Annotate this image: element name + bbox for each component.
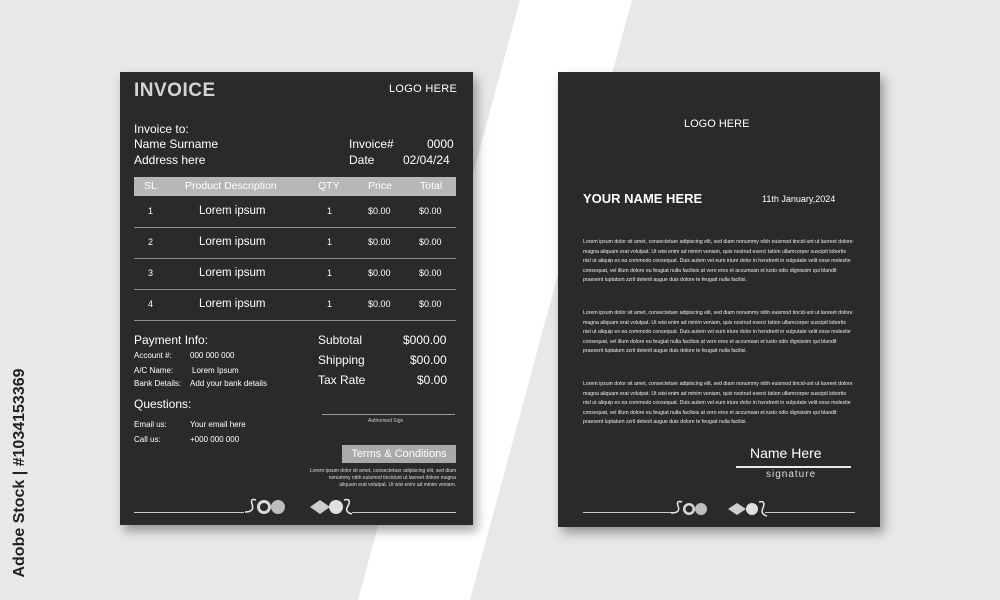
table-row (134, 259, 456, 290)
invoice-page (120, 72, 473, 525)
signature-line (736, 466, 851, 468)
row-sl: 2 (148, 237, 154, 247)
invoice-to-label: Invoice to: (134, 122, 189, 136)
bank-details-label: Bank Details: (134, 379, 182, 388)
subtotal-label: Subtotal (318, 333, 363, 347)
ornament-icon (668, 495, 768, 523)
col-sl: SL (144, 180, 157, 192)
ornament-line-right (352, 512, 456, 513)
table-row (134, 290, 456, 321)
row-total: $0.00 (419, 268, 442, 278)
ornament-line-left (583, 512, 673, 513)
row-description: Lorem ipsum (199, 267, 266, 279)
body-paragraph: Lorem ipsum dolor sit amet, consectetuer adipiscing elit, sed diam nonummy nibh euismod tincid-unt ut laoreet dolore magna aliquam erat volutpat. Ut wisi enim ad minim veniam, quis nostrud exerci tation ullamcorper suscipit lobortis nisl ut aliquip ex ea commodo consequat. Duis autem vel eum iriure dolor in hendrerit in vulputate velit esse molestie consequat, vel illum dolore eu feugiat nulla facilisis at vero eros et accumsan et iusto odio dignissim qui blandit praesent luptatum zzril delenit augue duis dolore te feugait nulla facilisi. (583, 381, 853, 426)
authorised-sign-label: Authorised Sign (368, 418, 404, 424)
call-label: Call us: (134, 435, 161, 444)
email-label: Email us: (134, 420, 167, 429)
tax-rate-value: $0.00 (417, 373, 448, 387)
terms-text-line: Lorem ipsum dolor sit amet, consectetuer adipiscing elit, sed diam (310, 468, 457, 474)
bank-details-value: Add your bank details (190, 379, 267, 388)
row-price: $0.00 (368, 206, 391, 216)
client-name: Name Surname (134, 137, 219, 151)
ornament-line-left (134, 512, 244, 513)
letterhead-page (558, 72, 880, 527)
table-header (134, 177, 456, 196)
row-sl: 1 (148, 206, 154, 216)
row-sl: 4 (148, 299, 154, 309)
subtotal-value: $000.00 (403, 333, 447, 347)
row-qty: 1 (327, 237, 333, 247)
terms-text (310, 468, 456, 489)
row-qty: 1 (327, 206, 333, 216)
row-description: Lorem ipsum (199, 236, 266, 248)
ac-name-label: A/C Name: (134, 366, 174, 375)
body-paragraph: Lorem ipsum dolor sit amet, consectetuer adipiscing elit, sed diam nonummy nibh euismod tincid-unt ut laoreet dolore magna aliquam erat volutpat. Ut wisi enim ad minim veniam, quis nostrud exerci tation ullamcorper suscipit lobortis nisl ut aliquip ex ea commodo consequat. Duis autem vel eum iriure dolor in hendrerit in vulputate velit esse molestie consequat, vel illum dolore eu feugiat nulla facilisis at vero eros et accumsan et iusto odio dignissim qui blandit praesent luptatum zzril delenit augue duis dolore te feugait nulla facilisi. (583, 310, 853, 355)
row-total: $0.00 (419, 206, 442, 216)
row-sl: 3 (148, 268, 154, 278)
call-value: +000 000 000 (190, 435, 240, 444)
ac-name-value: Lorem Ipsum (192, 366, 239, 375)
col-qty: QTY (318, 180, 340, 192)
signature-name: Name Here (750, 445, 822, 461)
invoice-number: 0000 (427, 137, 454, 151)
col-total: Total (420, 180, 443, 192)
table-row (134, 228, 456, 259)
tax-rate-label: Tax Rate (318, 373, 366, 387)
shipping-value: $00.00 (410, 353, 447, 367)
questions-heading: Questions: (134, 397, 192, 411)
email-value: Your email here (190, 420, 246, 429)
client-address: Address here (134, 153, 206, 167)
col-price: Price (368, 180, 392, 192)
payment-info-heading: Payment Info: (134, 333, 209, 347)
row-qty: 1 (327, 299, 333, 309)
row-price: $0.00 (368, 299, 391, 309)
row-qty: 1 (327, 268, 333, 278)
ornament-line-right (765, 512, 855, 513)
letterhead-logo: LOGO HERE (684, 118, 750, 130)
col-description: Product Description (185, 180, 277, 192)
row-price: $0.00 (368, 268, 391, 278)
stock-id-label: Adobe Stock | #1034153369 (11, 367, 28, 578)
account-value: 000 000 000 (190, 351, 235, 360)
row-description: Lorem ipsum (199, 298, 266, 310)
invoice-number-label: Invoice# (349, 137, 394, 151)
table-row (134, 197, 456, 228)
row-total: $0.00 (419, 237, 442, 247)
invoice-date: 02/04/24 (403, 153, 450, 167)
account-label: Account #: (134, 351, 172, 360)
row-price: $0.00 (368, 237, 391, 247)
invoice-logo: LOGO HERE (389, 83, 458, 95)
terms-text-line: aliquam erat volutpat. Ut wisi enim ad minim veniam. (339, 482, 456, 488)
signature-label: signature (766, 469, 817, 480)
letter-date: 11th January,2024 (762, 194, 836, 204)
invoice-date-label: Date (349, 153, 375, 167)
shipping-label: Shipping (318, 353, 365, 367)
body-paragraph: Lorem ipsum dolor sit amet, consectetuer adipiscing elit, sed diam nonummy nibh euismod tincid-unt ut laoreet dolore magna aliquam erat volutpat. Ut wisi enim ad minim veniam, quis nostrud exerci tation ullamcorper suscipit lobortis nisl ut aliquip ex ea commodo consequat. Duis autem vel eum iriure dolor in hendrerit in vulputate velit esse molestie consequat, vel illum dolore eu feugiat nulla facilisis at vero eros et accumsan et iusto odio dignissim qui blandit praesent luptatum zzril delenit augue duis dolore te feugait nulla facilisi. (583, 239, 853, 284)
sender-name: YOUR NAME HERE (583, 191, 703, 206)
row-total: $0.00 (419, 299, 442, 309)
terms-text-line: nonummy nibh euismod tincidunt ut laoreet dolore magna (328, 475, 456, 481)
ornament-icon (240, 492, 355, 522)
invoice-title: INVOICE (134, 80, 216, 101)
row-description: Lorem ipsum (199, 205, 266, 217)
authorised-sign-line (322, 414, 455, 415)
terms-label: Terms & Conditions (342, 445, 456, 463)
